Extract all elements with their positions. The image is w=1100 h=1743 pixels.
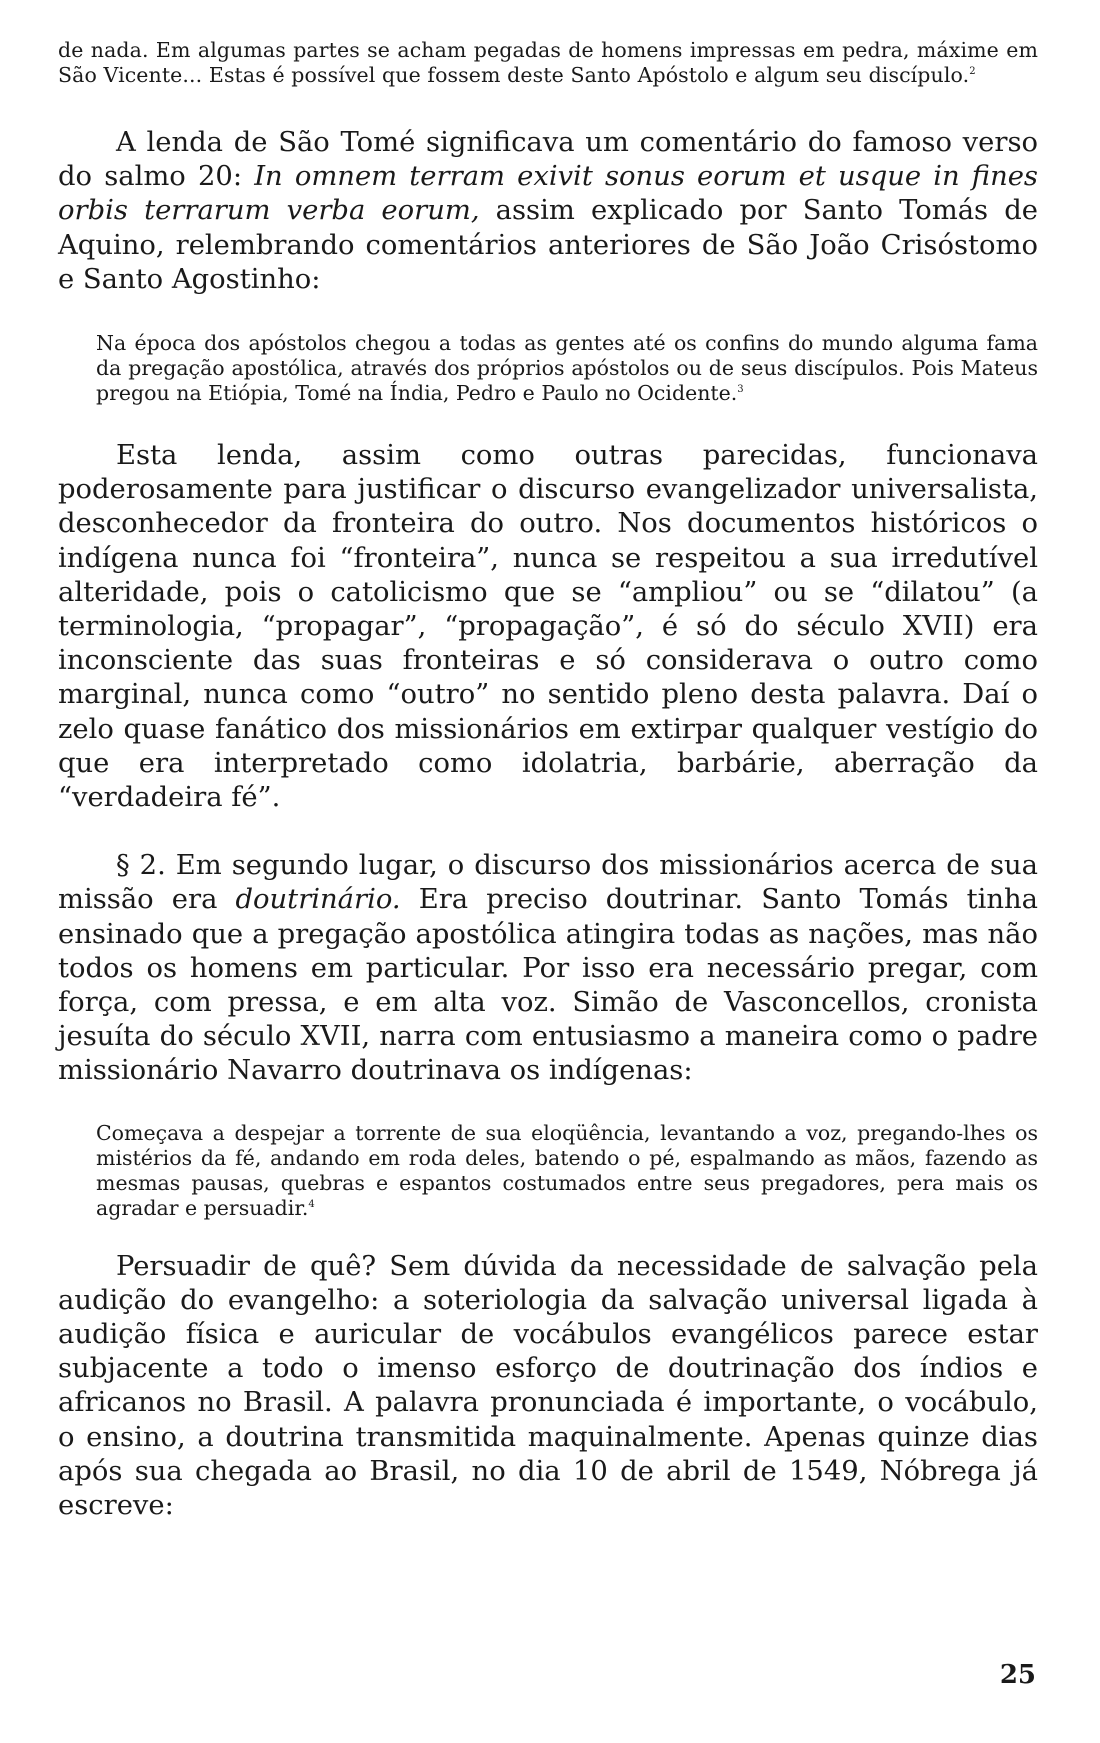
- quote-1-text: Na época dos apóstolos chegou a todas as gentes até os confins do mundo alguma fama da pregação apostólica, através dos próprios apóstolos ou de seus discípulos. Pois Mateus pregou na Etiópia, Tomé na Índia, Pedro e Paulo no Ocidente.: [96, 331, 1038, 406]
- paragraph-4-text: Persuadir de quê? Sem dúvida da necessidade de salvação pela audição do evangelho: a soteriologia da salvação universal ligada à audição física e auricular de vocábulos evangélicos parece estar subjacente a todo o imenso esforço de doutrinação dos índios e africanos no Brasil. A palavra pronunciada é importante, o vocábulo, o ensino, a doutrina transmitida maquinalmente. Apenas quinze dias após sua chegada ao Brasil, no dia 10 de abril de 1549, Nóbrega já escreve:: [58, 1250, 1038, 1522]
- paragraph-3-lead: § 2. Em segundo lugar, o discurso dos missionários acerca de sua missão era: [58, 850, 1038, 916]
- block-quote-apostles: [58, 331, 1038, 406]
- doutrinario-italic: doutrinário.: [235, 884, 401, 916]
- footnote-ref-3: 3: [737, 384, 744, 396]
- paragraph-saint-thomas-legend: [58, 126, 1038, 297]
- paragraph-persuasion: [58, 1250, 1038, 1524]
- quote-2-text: Começava a despejar a torrente de sua eloqüência, levantando a voz, pregando-lhes os mistérios da fé, andando em roda deles, batendo o pé, espalmando as mãos, fazendo as mesmas pausas, quebras e espantos costumados entre seus pregadores, pera mais os agradar e persuadir.: [96, 1120, 1038, 1220]
- paragraph-doctrinal-discourse: [58, 849, 1038, 1088]
- latin-psalm-verse: In omnem terram exivit sonus eorum et usque in fines orbis terrarum verba eorum,: [58, 161, 1038, 227]
- top-fragment-text: de nada. Em algumas partes se acham pegadas de homens impressas em pedra, máxime em São Vicente... Estas é possível que fossem deste Santo Apóstolo e algum seu discípulo.: [58, 38, 1038, 87]
- paragraph-1-rest: assim explicado por Santo Tomás de Aquino, relembrando comentários anteriores de São João Crisóstomo e Santo Agostinho:: [58, 195, 1038, 295]
- paragraph-3-rest: Era preciso doutrinar. Santo Tomás tinha ensinado que a pregação apostólica atingira todas as nações, mas não todos os homens em particular. Por isso era necessário pregar, com força, com pressa, e em alta voz. Simão de Vasconcellos, cronista jesuíta do século XVII, narra com entusiasmo a maneira como o padre missionário Navarro doutrinava os indígenas:: [58, 884, 1038, 1087]
- paragraph-1-lead: A lenda de São Tomé significava um comentário do famoso verso do salmo 20:: [58, 127, 1038, 193]
- paragraph-universalist-discourse: [58, 439, 1038, 815]
- block-quote-vasconcellos: [58, 1121, 1038, 1221]
- page-number: 25: [999, 1660, 1036, 1690]
- footnote-ref-2: 2: [969, 66, 976, 77]
- footnote-ref-4: 4: [308, 1198, 315, 1210]
- paragraph-2-text: Esta lenda, assim como outras parecidas, funcionava poderosamente para justificar o discurso evangelizador universalista, desconhecedor da fronteira do outro. Nos documentos históricos o indígena nunca foi “fronteira”, nunca se respeitou a sua irredutível alteridade, pois o catolicismo que se “ampliou” ou se “dilatou” (a terminologia, “propagar”, “propagação”, é só do século XVII) era inconsciente das suas fronteiras e só considerava o outro como marginal, nunca como “outro” no sentido pleno desta palavra. Daí o zelo quase fanático dos missionários em extirpar qualquer vestígio do que era interpretado como idolatria, barbárie, aberração da “verdadeira fé”.: [58, 440, 1038, 814]
- top-fragment: [58, 38, 1038, 88]
